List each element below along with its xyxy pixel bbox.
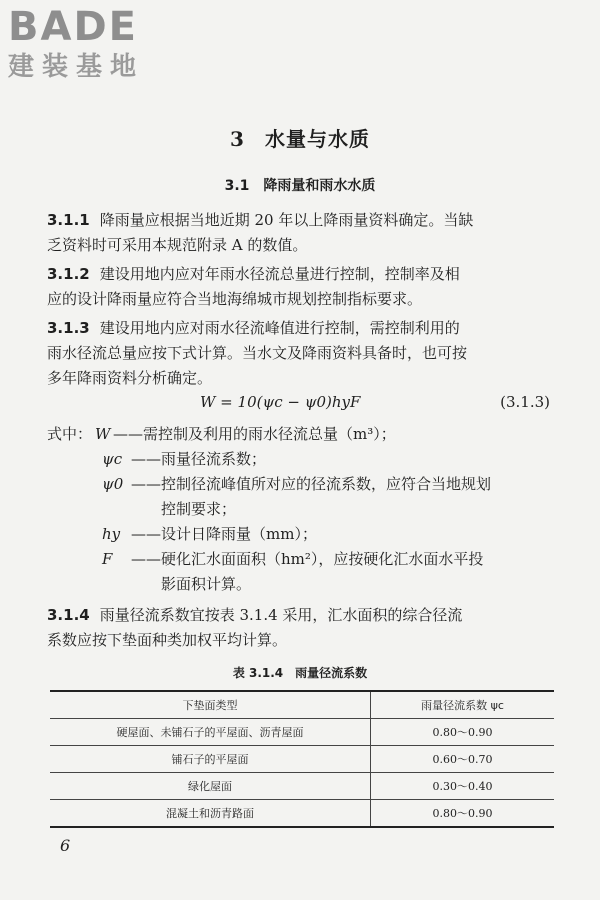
definition-row <box>47 547 553 597</box>
clause-3-1-1 <box>47 208 553 258</box>
table-cell: 0.80～0.90 <box>371 800 555 828</box>
definition-symbol: W <box>95 425 111 443</box>
formula-expression: W = 10(ψc − ψ0)hyF <box>200 393 361 411</box>
formula-definitions <box>47 422 553 597</box>
column-header-surface: 下垫面类型 <box>50 691 371 719</box>
definition-text-line: ——控制径流峰值所对应的径流系数，应符合当地规划 <box>131 475 492 493</box>
logo-subtitle: 建装基地 <box>8 52 145 82</box>
table-cell: 0.60～0.70 <box>371 746 555 773</box>
clause-line: 多年降雨资料分析确定。 <box>47 369 213 387</box>
chapter-title: 水量与水质 <box>264 127 370 151</box>
definition-symbol: hy <box>102 525 121 543</box>
table-cell: 绿化屋面 <box>50 773 371 800</box>
definition-text-line: 影面积计算。 <box>161 575 252 593</box>
clause-3-1-4 <box>47 603 553 653</box>
definition-row <box>47 522 553 547</box>
formula-number: (3.1.3) <box>500 393 550 411</box>
section-number: 3.1 <box>224 178 250 194</box>
table-row <box>50 746 554 773</box>
section-heading <box>0 175 600 195</box>
runoff-coefficient-table <box>50 690 554 828</box>
definition-row <box>47 447 553 472</box>
clause-line: 建设用地内应对雨水径流峰值进行控制，需控制利用的 <box>99 319 460 337</box>
table-caption <box>0 664 600 681</box>
definition-text-line: 控制要求； <box>161 500 237 518</box>
clause-line: 乏资料时可采用本规范附录 A 的数值。 <box>47 236 308 254</box>
definition-row <box>47 472 553 522</box>
table-cell: 0.80～0.90 <box>371 719 555 746</box>
clause-number: 3.1.2 <box>47 265 90 283</box>
clause-number: 3.1.1 <box>47 211 90 229</box>
logo-brand: BADE <box>8 4 138 50</box>
table-title: 雨量径流系数 <box>295 666 368 680</box>
definition-text: ——设计日降雨量（mm）； <box>131 525 317 543</box>
clause-line: 雨水径流总量应按下式计算。当水文及降雨资料具备时，也可按 <box>47 344 468 362</box>
definition-text-line: ——硬化汇水面面积（hm²），应按硬化汇水面水平投 <box>131 550 484 568</box>
definition-text <box>131 547 581 597</box>
definition-row <box>47 422 553 447</box>
table-number: 表 3.1.4 <box>232 666 284 680</box>
formula <box>200 390 550 415</box>
clause-line: 应的设计降雨量应符合当地海绵城市规划控制指标要求。 <box>47 290 423 308</box>
column-header-coefficient: 雨量径流系数 ψc <box>371 691 555 719</box>
page-number: 6 <box>60 836 71 855</box>
definition-text <box>131 472 581 522</box>
definition-symbol: F <box>102 550 113 568</box>
logo <box>8 4 144 82</box>
chapter-heading <box>0 123 600 152</box>
chapter-number: 3 <box>230 127 245 151</box>
definition-symbol: ψc <box>102 450 123 468</box>
table-header-row <box>50 691 554 719</box>
clause-line: 降雨量应根据当地近期 20 年以上降雨量资料确定。当缺 <box>99 211 474 229</box>
table-cell: 硬屋面、未铺石子的平屋面、沥青屋面 <box>50 719 371 746</box>
table-cell: 0.30～0.40 <box>371 773 555 800</box>
where-lead: 式中： <box>47 425 93 443</box>
table-cell: 铺石子的平屋面 <box>50 746 371 773</box>
table-row <box>50 800 554 828</box>
clause-line: 建设用地内应对年雨水径流总量进行控制，控制率及相 <box>99 265 460 283</box>
table-row <box>50 773 554 800</box>
clause-number: 3.1.4 <box>47 606 90 624</box>
table-row <box>50 719 554 746</box>
clause-line: 系数应按下垫面种类加权平均计算。 <box>47 631 288 649</box>
clause-line: 雨量径流系数宜按表 3.1.4 采用，汇水面积的综合径流 <box>99 606 463 624</box>
clause-number: 3.1.3 <box>47 319 90 337</box>
table-cell: 混凝土和沥青路面 <box>50 800 371 828</box>
definition-text: ——需控制及利用的雨水径流总量（m³）； <box>113 425 396 443</box>
clause-3-1-3 <box>47 316 553 391</box>
clause-3-1-2 <box>47 262 553 312</box>
definition-symbol: ψ0 <box>102 475 124 493</box>
definition-text: ——雨量径流系数； <box>131 450 267 468</box>
section-title: 降雨量和雨水水质 <box>263 178 376 194</box>
